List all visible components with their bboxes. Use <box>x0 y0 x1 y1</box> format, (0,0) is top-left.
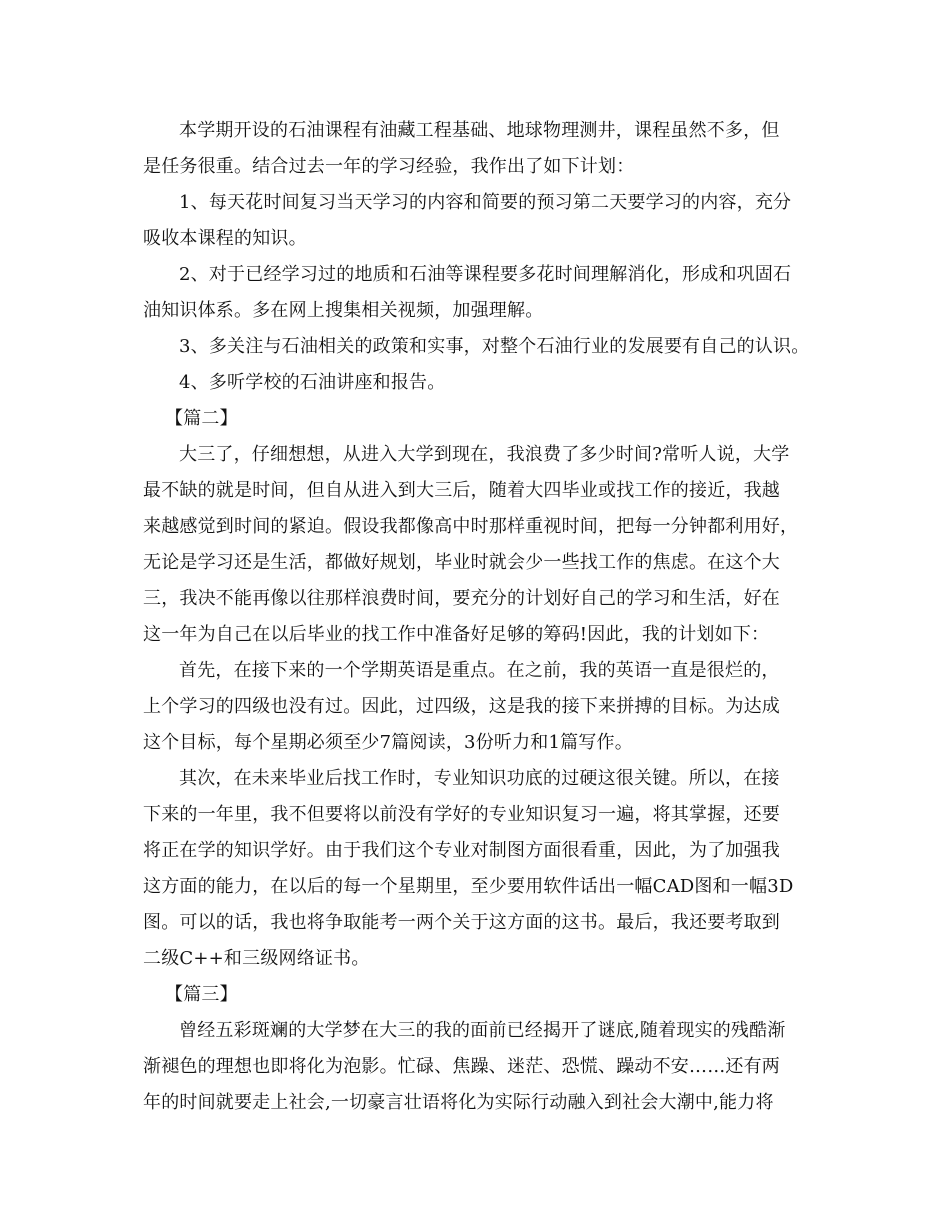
list-item-line: 油知识体系。多在网上搜集相关视频，加强理解。 <box>143 300 544 321</box>
list-item-line: 4、多听学校的石油讲座和报告。 <box>179 372 446 393</box>
paragraph-line: 最不缺的就是时间，但自从进入到大三后，随着大四毕业或找工作的接近，我越 <box>143 480 780 501</box>
list-item-line: 1、每天花时间复习当天学习的内容和简要的预习第二天要学习的内容，充分 <box>179 192 792 213</box>
section-heading: 【篇三】 <box>165 984 238 1005</box>
paragraph-line: 这方面的能力，在以后的每一个星期里，至少要用软件话出一幅CAD图和一幅3D <box>143 876 794 897</box>
list-item-line: 3、多关注与石油相关的政策和实事，对整个石油行业的发展要有自己的认识。 <box>179 336 810 357</box>
section-heading: 【篇二】 <box>165 408 238 429</box>
paragraph-line: 图。可以的话，我也将争取能考一两个关于这方面的这书。最后，我还要考取到 <box>143 912 780 933</box>
paragraph-line: 其次，在未来毕业后找工作时，专业知识功底的过硬这很关键。所以，在接 <box>179 768 780 789</box>
list-item-line: 2、对于已经学习过的地质和石油等课程要多花时间理解消化，形成和巩固石 <box>179 264 792 285</box>
paragraph-line: 三，我决不能再像以往那样浪费时间，要充分的计划好自己的学习和生活，好在 <box>143 588 780 609</box>
paragraph-line: 渐褪色的理想也即将化为泡影。忙碌、焦躁、迷茫、恐慌、躁动不安……还有两 <box>143 1056 780 1077</box>
paragraph-line: 年的时间就要走上社会,一切豪言壮语将化为实际行动融入到社会大潮中,能力将 <box>143 1092 774 1113</box>
paragraph-line: 本学期开设的石油课程有油藏工程基础、地球物理测井，课程虽然不多，但 <box>179 120 780 141</box>
paragraph-line: 曾经五彩斑斓的大学梦在大三的我的面前已经揭开了谜底,随着现实的残酷渐 <box>179 1020 786 1041</box>
paragraph-line: 这一年为自己在以后毕业的找工作中准备好足够的筹码!因此，我的计划如下： <box>143 624 770 645</box>
paragraph-line: 这个目标，每个星期必须至少7篇阅读，3份听力和1篇写作。 <box>143 732 633 753</box>
paragraph-line: 来越感觉到时间的紧迫。假设我都像高中时那样重视时间，把每一分钟都利用好， <box>143 516 799 537</box>
list-item-line: 吸收本课程的知识。 <box>143 228 307 249</box>
document-body <box>143 113 808 1121</box>
paragraph-line: 首先，在接下来的一个学期英语是重点。在之前，我的英语一直是很烂的， <box>179 660 780 681</box>
paragraph-line: 二级C++和三级网络证书。 <box>143 948 370 969</box>
paragraph-line: 将正在学的知识学好。由于我们这个专业对制图方面很看重，因此，为了加强我 <box>143 840 780 861</box>
paragraph-line: 大三了，仔细想想，从进入大学到现在，我浪费了多少时间?常听人说，大学 <box>179 444 790 465</box>
paragraph-line: 下来的一年里，我不但要将以前没有学好的专业知识复习一遍，将其掌握，还要 <box>143 804 780 825</box>
paragraph-line: 是任务很重。结合过去一年的学习经验，我作出了如下计划： <box>143 156 635 177</box>
paragraph-line: 上个学习的四级也没有过。因此，过四级，这是我的接下来拼搏的目标。为达成 <box>143 696 780 717</box>
paragraph-line: 无论是学习还是生活，都做好规划，毕业时就会少一些找工作的焦虑。在这个大 <box>143 552 780 573</box>
